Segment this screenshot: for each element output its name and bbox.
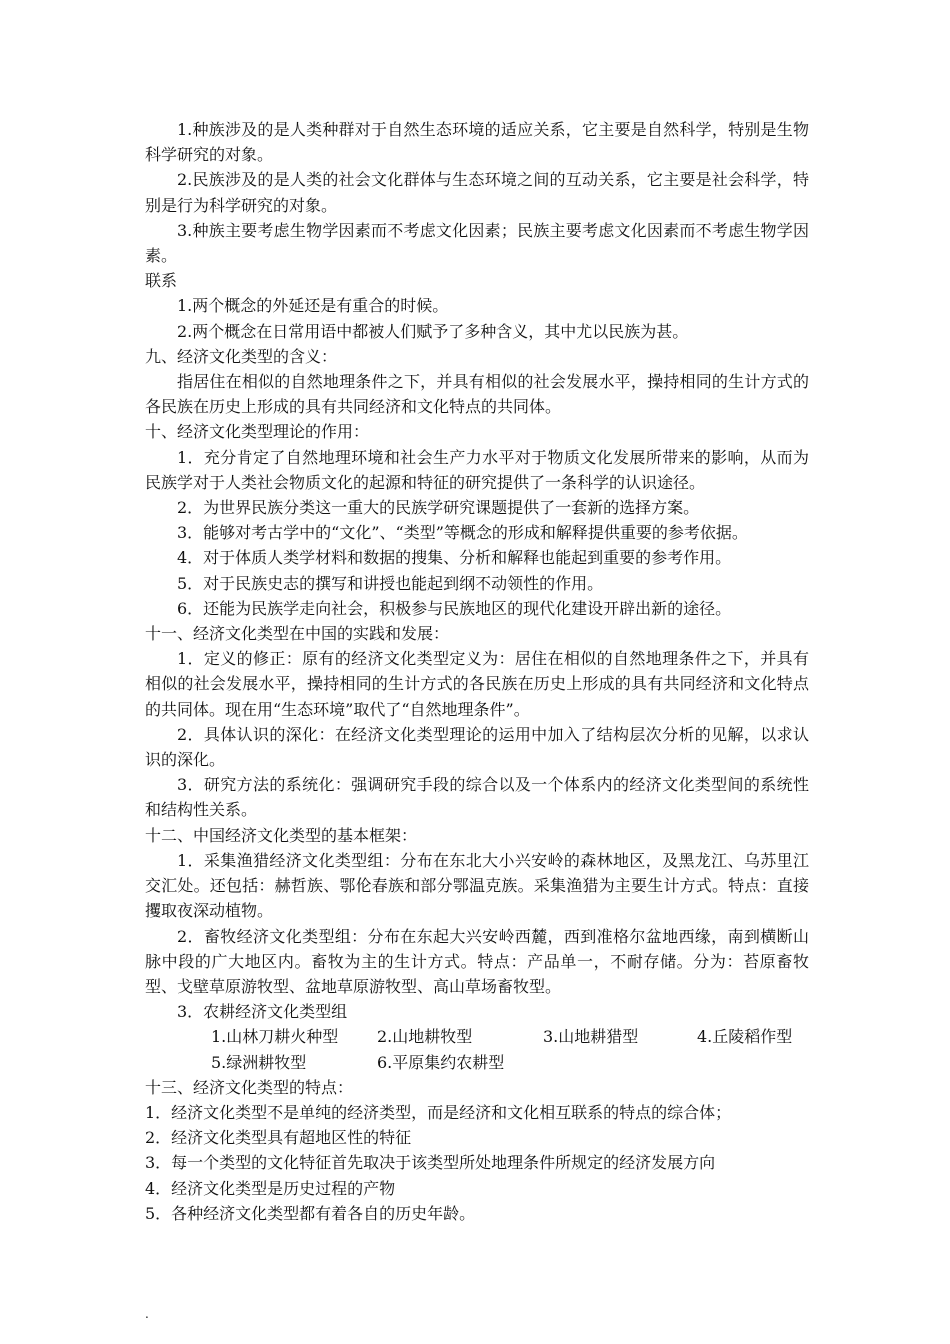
farming-types-row-1 <box>145 1024 809 1049</box>
paragraph-race-3: 3.种族主要考虑生物学因素而不考虑文化因素；民族主要考虑文化因素而不考虑生物学因素。 <box>145 220 809 266</box>
heading-section-12: 十二、中国经济文化类型的基本框架： <box>145 825 418 845</box>
farming-type-6: 6.平原集约农耕型 <box>377 1052 505 1072</box>
section-13-item-3: 3．每一个类型的文化特征首先取决于该类型所处地理条件所规定的经济发展方向 <box>145 1153 716 1173</box>
section-13-item-4: 4．经济文化类型是历史过程的产物 <box>145 1178 396 1198</box>
section-13-item-2: 2．经济文化类型具有超地区性的特征 <box>145 1128 412 1148</box>
paragraph-connection-1: 1.两个概念的外延还是有重合的时候。 <box>177 296 449 316</box>
heading-section-13: 十三、经济文化类型的特点： <box>145 1077 354 1097</box>
paragraph-section-12-item-1: 1．采集渔猎经济文化类型组：分布在东北大小兴安岭的森林地区，及黑龙江、乌苏里江交汇处。还包括：赫哲族、鄂伦春族和部分鄂温克族。采集渔猎为主要生计方式。特点：直接攫取夜深动植物。 <box>145 850 809 921</box>
heading-section-9: 九、经济文化类型的含义： <box>145 346 338 366</box>
paragraph-section-10-item-5: 5．对于民族史志的撰写和讲授也能起到纲不动领性的作用。 <box>177 573 604 593</box>
paragraph-race-2: 2.民族涉及的是人类的社会文化群体与生态环境之间的互动关系，它主要是社会科学，特别是行为科学研究的对象。 <box>145 170 809 215</box>
farming-type-2: 2.山地耕牧型 <box>377 1027 473 1047</box>
heading-section-11: 十一、经济文化类型在中国的实践和发展： <box>145 624 450 644</box>
paragraph-section-10-item-6: 6．还能为民族学走向社会，积极参与民族地区的现代化建设开辟出新的途径。 <box>177 598 732 618</box>
heading-connection: 联系 <box>145 271 178 291</box>
farming-type-5: 5.绿洲耕牧型 <box>211 1052 307 1072</box>
paragraph-connection-2: 2.两个概念在日常用语中都被人们赋予了多种含义，其中尤以民族为甚。 <box>177 321 689 341</box>
paragraph-section-10-item-1: 1．充分肯定了自然地理环境和社会生产力水平对于物质文化发展所带来的影响，从而为民族学对于人类社会物质文化的起源和特征的研究提供了一条科学的认识途径。 <box>145 447 809 492</box>
farming-type-4: 4.丘陵稻作型 <box>697 1027 793 1047</box>
paragraph-section-11-item-1: 1．定义的修正：原有的经济文化类型定义为：居住在相似的自然地理条件之下，并具有相似的社会发展水平，操持相同的生计方式的各民族在历史上形成的具有共同经济和文化特点的共同体。现在用“生态环境”取代了“自然地理条件”。 <box>145 649 809 719</box>
paragraph-section-12-item-2: 2．畜牧经济文化类型组：分布在东起大兴安岭西麓，西到准格尔盆地西缘，南到横断山脉中段的广大地区内。畜牧为主的生计方式。特点：产品单一，不耐存储。分为：苔原畜牧型、戈壁草原游牧型、盆地草原游牧型、高山草场畜牧型。 <box>145 926 809 996</box>
footer-mark: . <box>145 1307 149 1321</box>
farming-type-1: 1.山林刀耕火种型 <box>211 1027 339 1047</box>
paragraph-section-10-item-2: 2．为世界民族分类这一重大的民族学研究课题提供了一套新的选择方案。 <box>177 498 700 518</box>
paragraph-section-12-item-3: 3．农耕经济文化类型组 <box>177 1002 348 1022</box>
paragraph-section-10-item-4: 4．对于体质人类学材料和数据的搜集、分析和解释也能起到重要的参考作用。 <box>177 548 732 568</box>
section-13-item-5: 5．各种经济文化类型都有着各自的历史年龄。 <box>145 1203 476 1223</box>
farming-type-3: 3.山地耕猎型 <box>543 1027 639 1047</box>
paragraph-race-1: 1.种族涉及的是人类种群对于自然生态环境的适应关系，它主要是自然科学，特别是生物科学研究的对象。 <box>145 120 809 165</box>
section-13-item-1: 1．经济文化类型不是单纯的经济类型，而是经济和文化相互联系的特点的综合体； <box>145 1102 732 1122</box>
document-body <box>145 117 809 1226</box>
paragraph-section-9-definition: 指居住在相似的自然地理条件之下，并具有相似的社会发展水平，操持相同的生计方式的各民族在历史上形成的具有共同经济和文化特点的共同体。 <box>145 372 809 417</box>
farming-types-row-2 <box>145 1050 809 1075</box>
paragraph-section-10-item-3: 3．能够对考古学中的“文化”、“类型”等概念的形成和解释提供重要的参考依据。 <box>177 523 748 543</box>
paragraph-section-11-item-3: 3．研究方法的系统化：强调研究手段的综合以及一个体系内的经济文化类型间的系统性和结构性关系。 <box>145 775 809 820</box>
heading-section-10: 十、经济文化类型理论的作用： <box>145 422 370 442</box>
paragraph-section-11-item-2: 2．具体认识的深化：在经济文化类型理论的运用中加入了结构层次分析的见解，以求认识的深化。 <box>145 724 809 770</box>
